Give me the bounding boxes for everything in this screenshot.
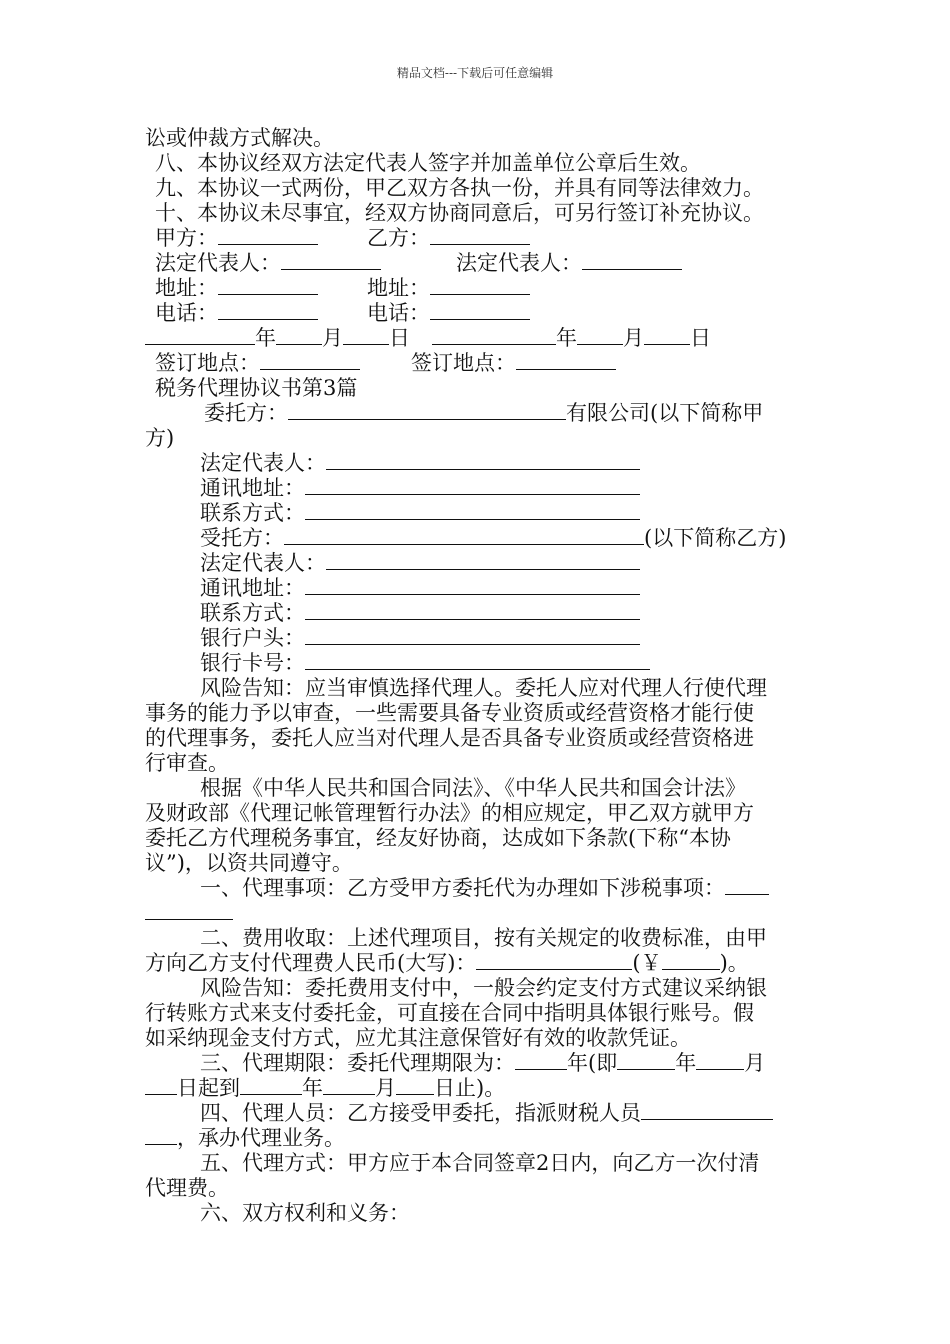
legal-rep-b-row bbox=[456, 251, 682, 276]
party-a-blank[interactable] bbox=[218, 226, 318, 245]
address-a-row bbox=[155, 276, 318, 301]
client-name-blank[interactable] bbox=[288, 401, 566, 420]
item-4-line2 bbox=[145, 1126, 345, 1151]
date-a-year: 年 bbox=[255, 326, 276, 350]
agent-address-row bbox=[200, 576, 640, 601]
party-b-blank[interactable] bbox=[430, 226, 530, 245]
agent-row bbox=[200, 526, 786, 551]
address-a-blank[interactable] bbox=[218, 276, 318, 295]
date-a-day: 日 bbox=[389, 326, 410, 350]
party-a-label: 甲方： bbox=[155, 226, 218, 250]
sign-place-a-blank[interactable] bbox=[260, 351, 360, 370]
client-legal-rep-blank[interactable] bbox=[326, 451, 640, 470]
sign-place-a-label: 签订地点： bbox=[155, 351, 260, 375]
item-1-blank-wrap[interactable] bbox=[145, 901, 233, 920]
clause-8: 八、本协议经双方法定代表人签字并加盖单位公章后生效。 bbox=[155, 151, 701, 175]
legal-rep-a-blank[interactable] bbox=[281, 251, 381, 270]
risk-1-line: 行审查。 bbox=[145, 751, 229, 775]
date-b-year: 年 bbox=[556, 326, 577, 350]
item-6: 六、双方权利和义务： bbox=[200, 1201, 410, 1225]
phone-a-row bbox=[155, 301, 318, 326]
legal-rep-b-label: 法定代表人： bbox=[456, 251, 582, 275]
page-header: 精品文档---下载后可任意编辑 bbox=[396, 66, 554, 80]
agent-legal-rep-row bbox=[200, 551, 640, 576]
risk-1-line: 事务的能力予以审查，一些需要具备专业资质或经营资格才能行使 bbox=[145, 701, 754, 725]
item-3-end-day-blank[interactable] bbox=[396, 1076, 434, 1095]
item-3-years-blank[interactable] bbox=[515, 1051, 567, 1070]
item-2-line2: 方向乙方支付代理费人民币(大写)： bbox=[145, 951, 477, 975]
legal-rep-a-label: 法定代表人： bbox=[155, 251, 281, 275]
sign-place-a-row bbox=[155, 351, 360, 376]
phone-a-label: 电话： bbox=[155, 301, 218, 325]
client-address-label: 通讯地址： bbox=[200, 476, 305, 500]
item-3-day-from: 日起到 bbox=[177, 1076, 240, 1100]
legal-rep-b-blank[interactable] bbox=[582, 251, 682, 270]
date-b-month-blank[interactable] bbox=[577, 326, 623, 345]
item-3-start-month-blank[interactable] bbox=[696, 1051, 744, 1070]
item-1-text: 一、代理事项：乙方受甲方委托代为办理如下涉税事项： bbox=[200, 876, 725, 900]
item-2-amount-cn-blank[interactable] bbox=[476, 951, 632, 970]
phone-b-blank[interactable] bbox=[430, 301, 530, 320]
item-3-month: 月 bbox=[744, 1051, 766, 1075]
agent-bank-card-label: 银行卡号： bbox=[200, 651, 305, 675]
agent-contact-blank[interactable] bbox=[305, 601, 640, 620]
item-4-staff-blank-wrap[interactable] bbox=[145, 1126, 177, 1145]
client-address-blank[interactable] bbox=[305, 476, 640, 495]
date-b-day: 日 bbox=[690, 326, 711, 350]
date-b-month: 月 bbox=[623, 326, 644, 350]
client-legal-rep-label: 法定代表人： bbox=[200, 451, 326, 475]
sign-place-b-blank[interactable] bbox=[516, 351, 616, 370]
client-contact-blank[interactable] bbox=[305, 501, 640, 520]
item-2-yen-open: (￥ bbox=[632, 951, 662, 975]
item-3-start-day-blank[interactable] bbox=[145, 1076, 177, 1095]
item-2-line1: 二、费用收取：上述代理项目，按有关规定的收费标准，由甲 bbox=[200, 926, 767, 950]
item-5-line2: 代理费。 bbox=[145, 1176, 229, 1200]
basis-line: 及财政部《代理记帐管理暂行办法》的相应规定，甲乙双方就甲方 bbox=[145, 801, 754, 825]
phone-a-blank[interactable] bbox=[218, 301, 318, 320]
item-3-line2 bbox=[145, 1076, 505, 1101]
section-title: 税务代理协议书第3篇 bbox=[155, 376, 358, 400]
agent-address-blank[interactable] bbox=[305, 576, 640, 595]
item-4-line1 bbox=[200, 1101, 773, 1126]
client-suffix: 有限公司(以下简称甲 bbox=[566, 401, 764, 425]
item-3-start-year-blank[interactable] bbox=[617, 1051, 675, 1070]
date-a-month: 月 bbox=[322, 326, 343, 350]
client-label: 委托方： bbox=[204, 401, 288, 425]
client-contact-row bbox=[200, 501, 640, 526]
prev-tail: 讼或仲裁方式解决。 bbox=[145, 126, 334, 150]
risk-1-line: 风险告知：应当审慎选择代理人。委托人应对代理人行使代理 bbox=[200, 676, 767, 700]
agent-address-label: 通讯地址： bbox=[200, 576, 305, 600]
date-a-month-blank[interactable] bbox=[276, 326, 322, 345]
date-b-day-blank[interactable] bbox=[644, 326, 690, 345]
item-1-wrap bbox=[145, 901, 233, 926]
item-1-row bbox=[200, 876, 769, 901]
phone-b-row bbox=[367, 301, 530, 326]
date-a-row bbox=[145, 326, 410, 351]
date-a-day-blank[interactable] bbox=[343, 326, 389, 345]
agent-contact-row bbox=[200, 601, 640, 626]
agent-legal-rep-blank[interactable] bbox=[326, 551, 640, 570]
item-3-end-year-blank[interactable] bbox=[240, 1076, 302, 1095]
clause-9: 九、本协议一式两份，甲乙双方各执一份，并具有同等法律效力。 bbox=[155, 176, 764, 200]
agent-legal-rep-label: 法定代表人： bbox=[200, 551, 326, 575]
item-3-year2: 年 bbox=[302, 1076, 323, 1100]
item-3-day-end: 日止)。 bbox=[434, 1076, 506, 1100]
item-4-text: 四、代理人员：乙方接受甲委托，指派财税人员 bbox=[200, 1101, 641, 1125]
agent-bank-name-row bbox=[200, 626, 640, 651]
basis-line: 议”)，以资共同遵守。 bbox=[145, 851, 353, 875]
item-3-year-ji: 年(即 bbox=[567, 1051, 618, 1075]
party-a-row bbox=[155, 226, 318, 251]
basis-line: 委托乙方代理税务事宜，经友好协商，达成如下条款(下称“本协 bbox=[145, 826, 731, 850]
agent-label: 受托方： bbox=[200, 526, 284, 550]
sign-place-b-label: 签订地点： bbox=[411, 351, 516, 375]
item-4-staff-blank[interactable] bbox=[641, 1101, 773, 1120]
client-legal-rep-row bbox=[200, 451, 640, 476]
legal-rep-a-row bbox=[155, 251, 381, 276]
client-address-row bbox=[200, 476, 640, 501]
item-3-line1 bbox=[200, 1051, 765, 1076]
item-2-line2-row bbox=[145, 951, 749, 976]
agent-bank-name-label: 银行户头： bbox=[200, 626, 305, 650]
party-b-row bbox=[367, 226, 530, 251]
date-a-year-blank[interactable] bbox=[145, 326, 255, 345]
clause-10: 十、本协议未尽事宜，经双方协商同意后，可另行签订补充协议。 bbox=[155, 201, 764, 225]
risk-2-line: 如采纳现金支付方式，应尤其注意保管好有效的收款凭证。 bbox=[145, 1026, 691, 1050]
item-3-lead: 三、代理期限：委托代理期限为： bbox=[200, 1051, 515, 1075]
date-b-row bbox=[432, 326, 711, 351]
agent-suffix: (以下简称乙方) bbox=[644, 526, 787, 550]
client-contact-label: 联系方式： bbox=[200, 501, 305, 525]
address-b-label: 地址： bbox=[367, 276, 430, 300]
item-5-line1: 五、代理方式：甲方应于本合同签章2日内，向乙方一次付清 bbox=[200, 1151, 760, 1175]
item-2-close: )。 bbox=[719, 951, 749, 975]
sign-place-b-row bbox=[411, 351, 616, 376]
client-suffix-wrap: 方) bbox=[145, 426, 175, 450]
risk-1-line: 的代理事务，委托人应当对代理人是否具备专业资质或经营资格进 bbox=[145, 726, 754, 750]
agent-name-blank[interactable] bbox=[284, 526, 644, 545]
agent-bank-card-row bbox=[200, 651, 650, 676]
phone-b-label: 电话： bbox=[367, 301, 430, 325]
date-b-year-blank[interactable] bbox=[432, 326, 556, 345]
item-3-year: 年 bbox=[675, 1051, 697, 1075]
party-b-label: 乙方： bbox=[367, 226, 430, 250]
address-a-label: 地址： bbox=[155, 276, 218, 300]
client-row bbox=[204, 401, 763, 426]
basis-line: 根据《中华人民共和国合同法》、《中华人民共和国会计法》 bbox=[200, 776, 746, 800]
agent-contact-label: 联系方式： bbox=[200, 601, 305, 625]
agent-bank-name-blank[interactable] bbox=[305, 626, 640, 645]
item-4-text2: ，承办代理业务。 bbox=[177, 1126, 345, 1150]
address-b-row bbox=[367, 276, 530, 301]
item-2-amount-blank[interactable] bbox=[662, 951, 720, 970]
item-3-end-month-blank[interactable] bbox=[323, 1076, 375, 1095]
risk-2-line: 行转账方式来支付委托金，可直接在合同中指明具体银行账号。假 bbox=[145, 1001, 754, 1025]
risk-2-line: 风险告知：委托费用支付中，一般会约定支付方式建议采纳银 bbox=[200, 976, 767, 1000]
address-b-blank[interactable] bbox=[430, 276, 530, 295]
agent-bank-card-blank[interactable] bbox=[305, 651, 650, 670]
item-1-blank[interactable] bbox=[725, 876, 769, 895]
item-3-month2: 月 bbox=[375, 1076, 396, 1100]
